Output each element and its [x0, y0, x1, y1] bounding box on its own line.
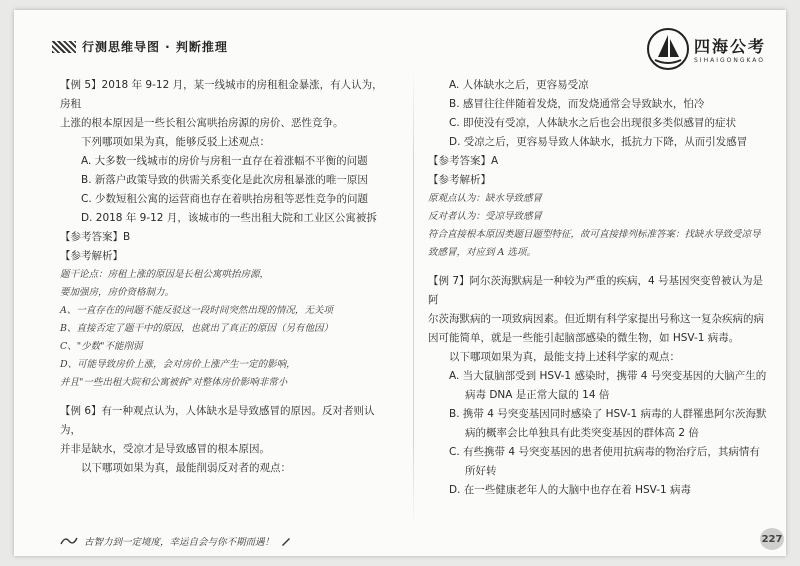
page-number: 227	[760, 528, 784, 550]
ex5-option-c: C. 少数短租公寓的运营商也存在着哄抬房租等恶性竞争的问题	[81, 193, 369, 205]
ex5-analysis-line: 并且"一些出租大院和公寓被拆"对整体房价影响非常小	[60, 377, 288, 388]
page-footer	[60, 534, 292, 548]
ex5-line: 上涨的根本原因是一些长租公寓哄抬房源的房价、恶性竞争。	[60, 117, 344, 129]
ex7-option-b-cont: 病的概率会比单独具有此类突变基因的群体高 2 倍	[465, 427, 699, 439]
ex6-analysis-line: 符合直接根本原因类题目题型特征，故可直接排列标准答案：找缺水导致受凉导	[428, 229, 761, 240]
ex5-analysis-line: 题干论点：房租上涨的原因是长租公寓哄抬房源，	[60, 269, 270, 280]
ex7-option-a-cont: 病毒 DNA 是正常大鼠的 14 倍	[465, 389, 610, 401]
ex6-analysis-line: 原观点认为：缺水导致感冒	[428, 193, 543, 204]
ex5-line: 【例 5】2018 年 9-12 月，某一线城市的房租租金暴涨，有人认为，房租	[60, 79, 383, 110]
ex5-analysis-line: D、可能导致房价上涨，会对房价上涨产生一定的影响，	[60, 359, 296, 370]
ex6-prompt: 以下哪项如果为真，最能削弱反对者的观点：	[81, 462, 291, 474]
ex6-option-d: D. 受凉之后，更容易导致人体缺水，抵抗力下降，从而引发感冒	[449, 136, 748, 148]
ex7-option-d: D. 在一些健康老年人的大脑中也存在着 HSV-1 病毒	[449, 484, 692, 496]
ex5-option-a: A. 大多数一线城市的房价与房租一直存在着涨幅不平衡的问题	[81, 155, 368, 167]
logo-name: 四海公考	[694, 37, 767, 56]
ex6-line: 并非是缺水，受凉才是导致感冒的根本原因。	[60, 443, 270, 455]
ex7-option-a: A. 当大鼠脑部受到 HSV-1 感染时，携带 4 号突变基因的大脑产生的	[449, 370, 767, 382]
ex7-option-b: B. 携带 4 号突变基因同时感染了 HSV-1 病毒的人群罹患阿尔茨海默	[449, 408, 767, 420]
ex6-answer: 【参考答案】A	[428, 155, 499, 167]
ex5-analysis-title: 【参考解析】	[60, 250, 123, 262]
ex6-option-b: B. 感冒往往伴随着发烧，而发烧通常会导致缺水，怕冷	[449, 98, 705, 110]
ex7-option-c-cont: 所好转	[465, 465, 497, 477]
ex6-option-c: C. 即使没有受凉，人体缺水之后也会出现很多类似感冒的症状	[449, 117, 737, 129]
left-column	[60, 76, 390, 478]
ex5-option-d: D. 2018 年 9-12 月，该城市的一些出租大院和工业区公寓被拆	[81, 212, 377, 224]
brand-logo	[646, 26, 778, 72]
ex6-analysis-title: 【参考解析】	[428, 174, 491, 186]
ex5-analysis-line: C、"少数"不能削弱	[60, 341, 143, 352]
header-title: 行测思维导图 · 判断推理	[82, 40, 228, 54]
ex6-line: 【例 6】有一种观点认为，人体缺水是导致感冒的原因。反对者则认为，	[60, 405, 375, 436]
ex7-line: 因可能简单，就是一些能引起脑部感染的微生物，如 HSV-1 病毒。	[428, 332, 740, 344]
page-header	[52, 38, 228, 55]
ex7-line: 【例 7】阿尔茨海默病是一种较为严重的疾病，4 号基因突变曾被认为是阿	[428, 275, 764, 306]
footer-slogan: 古智力到一定境度，幸运自会与你不期而遇！	[84, 537, 275, 548]
ex7-prompt: 以下哪项如果为真，最能支持上述科学家的观点：	[449, 351, 680, 363]
ex6-option-a: A. 人体缺水之后，更容易受凉	[449, 79, 589, 91]
ex5-answer: 【参考答案】B	[60, 231, 131, 243]
page-spine	[413, 70, 414, 530]
ex5-analysis-line: B、直接否定了题干中的原因，也就出了真正的原因（另有他因）	[60, 323, 333, 334]
ex5-prompt: 下列哪项如果为真，能够反驳上述观点：	[81, 136, 270, 148]
sailboat-logo-icon	[646, 27, 690, 71]
header-stripes-icon	[52, 41, 76, 53]
ex6-analysis-line: 致感冒，对应到 A 选项。	[428, 247, 536, 258]
book-page	[14, 10, 786, 556]
ex5-option-b: B. 新落户政策导致的供需关系变化是此次房租暴涨的唯一原因	[81, 174, 368, 186]
ex6-analysis-line: 反对者认为：受凉导致感冒	[428, 211, 543, 222]
ex7-option-c: C. 有些携带 4 号突变基因的患者使用抗病毒的物治疗后，其病情有	[449, 446, 760, 458]
pen-icon	[280, 535, 292, 547]
right-column	[428, 76, 768, 500]
swirl-icon	[60, 535, 78, 547]
ex5-analysis-line: 要加强房，房价资格制力。	[60, 287, 175, 298]
ex7-line: 尔茨海默病的一项致病因素。但近期有科学家提出号称这一复杂疾病的病	[428, 313, 764, 325]
logo-subtitle: SIHAIGONGKAO	[694, 57, 766, 64]
ex5-analysis-line: A、一直存在的问题不能反驳这一段时间突然出现的情况，无关项	[60, 305, 333, 316]
